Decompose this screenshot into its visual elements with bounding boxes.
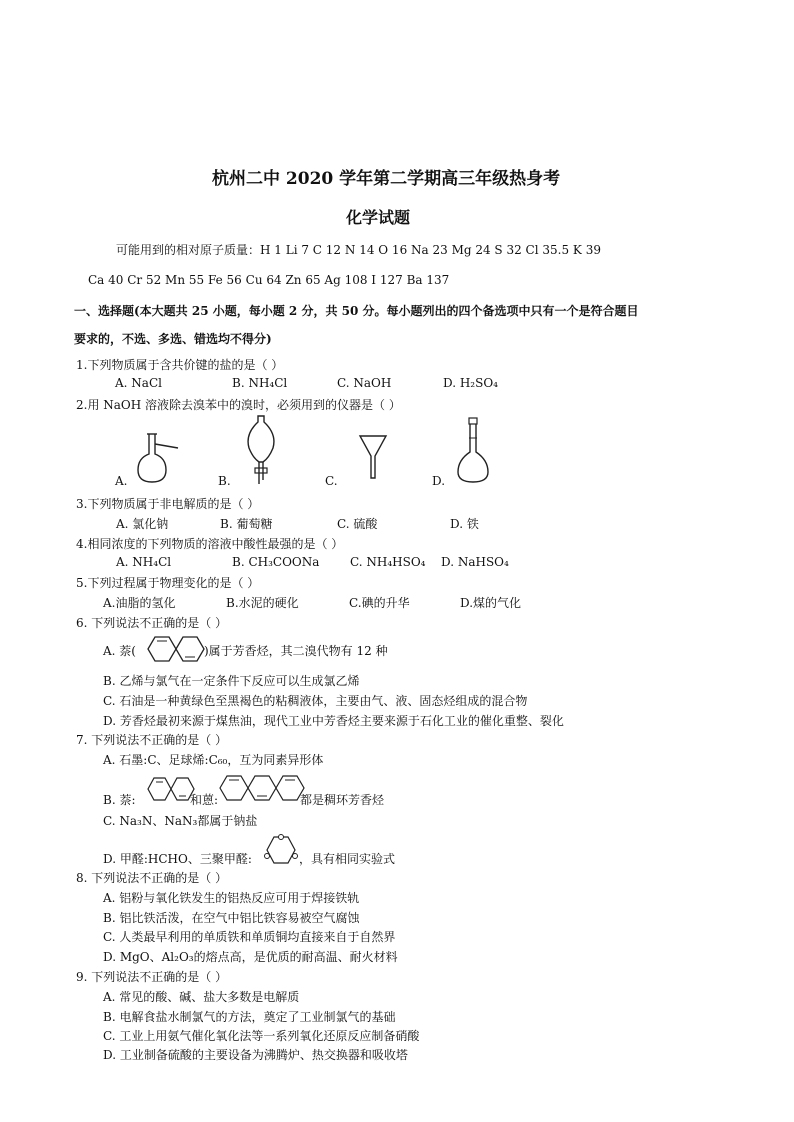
q8-option-c: C. 人类最早利用的单质铁和单质铜均直接来自于自然界 xyxy=(103,930,396,944)
q2-stem: 2.用 NaOH 溶液除去溴苯中的溴时，必须用到的仪器是（ ） xyxy=(76,398,401,412)
q6-option-a-suffix: )属于芳香烃，其二溴代物有 12 种 xyxy=(204,644,388,658)
trioxane-structure-icon xyxy=(263,832,299,868)
q3-option-d: D. 铁 xyxy=(450,517,479,531)
q7-option-a: A. 石墨:C、足球烯:C₆₀，互为同素异形体 xyxy=(103,753,324,767)
q7-option-c: C. Na₃N、NaN₃都属于钠盐 xyxy=(103,814,258,828)
q5-option-d: D.煤的气化 xyxy=(460,596,522,610)
separatory-funnel-icon xyxy=(243,414,279,486)
q6-stem: 6. 下列说法不正确的是（ ） xyxy=(76,616,228,630)
q8-stem: 8. 下列说法不正确的是（ ） xyxy=(76,871,228,885)
section-heading-line2: 要求的，不选、多选、错选均不得分) xyxy=(74,332,272,346)
page-title: 杭州二中 2020 学年第二学期高三年级热身考 xyxy=(212,169,561,189)
funnel-icon xyxy=(358,434,388,480)
q8-option-d: D. MgO、Al₂O₃的熔点高，是优质的耐高温、耐火材料 xyxy=(103,950,398,964)
naphthalene-small-structure-icon xyxy=(146,775,190,803)
volumetric-flask-icon xyxy=(454,416,494,486)
q9-stem: 9. 下列说法不正确的是（ ） xyxy=(76,970,228,984)
q8-option-b: B. 铝比铁活泼，在空气中铝比铁容易被空气腐蚀 xyxy=(103,911,360,925)
q2-option-b: B. xyxy=(218,474,231,488)
q2-option-c: C. xyxy=(325,474,338,488)
q9-option-c: C. 工业上用氨气催化氧化法等一系列氧化还原反应制备硝酸 xyxy=(103,1029,420,1043)
q3-option-b: B. 葡萄糖 xyxy=(220,517,273,531)
distillation-flask-icon xyxy=(134,430,184,486)
q8-option-a: A. 铝粉与氧化铁发生的铝热反应可用于焊接铁轨 xyxy=(103,891,360,905)
q4-stem: 4.相同浓度的下列物质的溶液中酸性最强的是（ ） xyxy=(76,537,344,551)
q7-option-b-middle: 和蒽: xyxy=(190,793,219,807)
q3-stem: 3.下列物质属于非电解质的是（ ） xyxy=(76,497,260,511)
q9-option-d: D. 工业制备硫酸的主要设备为沸腾炉、热交换器和吸收塔 xyxy=(103,1048,408,1062)
naphthalene-structure-icon xyxy=(146,634,202,664)
q7-stem: 7. 下列说法不正确的是（ ） xyxy=(76,733,228,747)
page-subtitle: 化学试题 xyxy=(346,208,411,227)
anthracene-structure-icon xyxy=(218,773,298,803)
q1-option-d: D. H₂SO₄ xyxy=(443,376,498,390)
q2-option-a: A. xyxy=(115,474,128,488)
q4-option-d: D. NaHSO₄ xyxy=(441,555,509,569)
q7-option-b-suffix: 都是稠环芳香烃 xyxy=(300,793,385,807)
q7-option-d-suffix: ，具有相同实验式 xyxy=(299,852,396,866)
q7-option-b-prefix: B. 萘: xyxy=(103,793,136,807)
q6-option-a-prefix: A. 萘( xyxy=(103,644,136,658)
q5-option-c: C.碘的升华 xyxy=(349,596,410,610)
q5-option-b: B.水泥的硬化 xyxy=(226,596,299,610)
q4-option-a: A. NH₄Cl xyxy=(116,555,172,569)
section-heading-line1: 一、选择题(本大题共 25 小题，每小题 2 分，共 50 分。每小题列出的四个备选项中只有一个是符合题目 xyxy=(74,304,639,318)
q6-option-d: D. 芳香烃最初来源于煤焦油，现代工业中芳香烃主要来源于石化工业的催化重整、裂化 xyxy=(103,714,564,728)
atomic-masses-line1: 可能用到的相对原子质量：H 1 Li 7 C 12 N 14 O 16 Na 23 Mg 24 S 32 Cl 35.5 K 39 xyxy=(116,243,601,257)
q5-stem: 5.下列过程属于物理变化的是（ ） xyxy=(76,576,260,590)
q4-option-c: C. NH₄HSO₄ xyxy=(350,555,426,569)
q1-option-c: C. NaOH xyxy=(337,376,392,390)
q1-option-b: B. NH₄Cl xyxy=(232,376,288,390)
q3-option-c: C. 硫酸 xyxy=(337,517,378,531)
q9-option-a: A. 常见的酸、碱、盐大多数是电解质 xyxy=(103,990,300,1004)
q3-option-a: A. 氯化钠 xyxy=(116,517,169,531)
q4-option-b: B. CH₃COONa xyxy=(232,555,320,569)
atomic-masses-line2: Ca 40 Cr 52 Mn 55 Fe 56 Cu 64 Zn 65 Ag 108 I 127 Ba 137 xyxy=(88,273,450,287)
q5-option-a: A.油脂的氢化 xyxy=(103,596,176,610)
q6-option-b: B. 乙烯与氯气在一定条件下反应可以生成氯乙烯 xyxy=(103,674,360,688)
q1-option-a: A. NaCl xyxy=(115,376,162,390)
q9-option-b: B. 电解食盐水制氯气的方法，奠定了工业制氯气的基础 xyxy=(103,1010,396,1024)
q6-option-c: C. 石油是一种黄绿色至黑褐色的粘稠液体，主要由气、液、固态烃组成的混合物 xyxy=(103,694,528,708)
q1-stem: 1.下列物质属于含共价键的盐的是（ ） xyxy=(76,358,284,372)
q7-option-d-prefix: D. 甲醛:HCHO、三聚甲醛: xyxy=(103,852,252,866)
q2-option-d: D. xyxy=(432,474,446,488)
